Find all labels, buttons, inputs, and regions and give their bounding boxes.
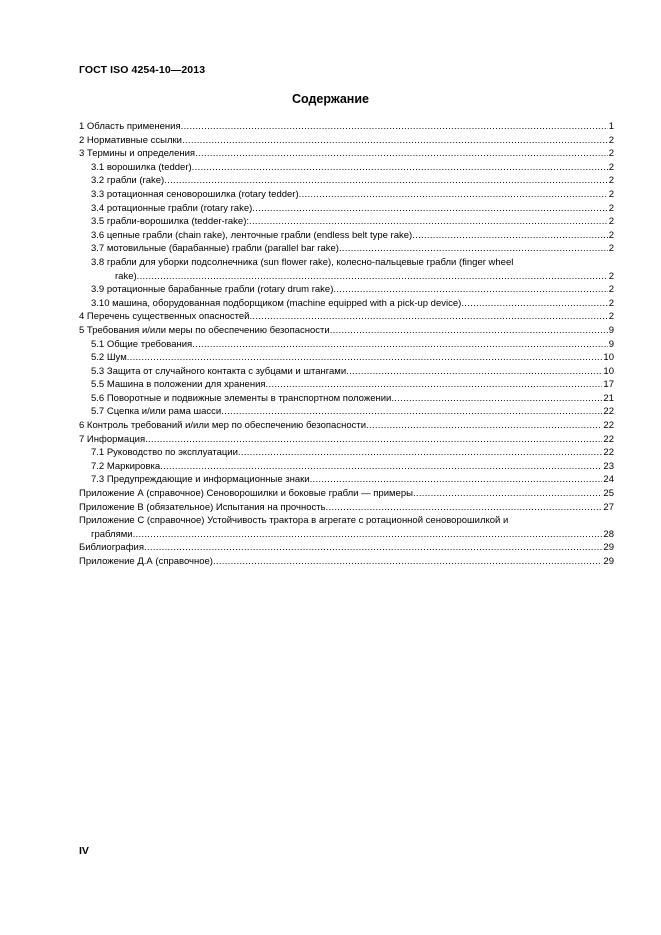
toc-entry-page: 10 — [603, 352, 614, 364]
toc-entry-label: 5 Требования и/или меры по обеспечению безопасности — [79, 324, 330, 336]
toc-entry-page: 2 — [608, 311, 614, 323]
toc-entry-page: 2 — [608, 243, 614, 255]
toc-entry-label: 1 Область применения — [79, 121, 181, 132]
toc-leader-dots — [391, 392, 602, 406]
toc-entry-page: 17 — [603, 379, 614, 391]
table-of-contents — [79, 120, 614, 569]
toc-entry[interactable] — [79, 120, 614, 134]
toc-entry[interactable] — [79, 215, 614, 229]
toc-entry-label: 3.7 мотовильные (барабанные) грабли (parallel bar rake) — [91, 243, 339, 255]
toc-leader-dots — [249, 215, 608, 229]
toc-entry-page: 9 — [608, 338, 614, 350]
toc-leader-dots — [339, 242, 608, 256]
toc-leader-dots — [160, 460, 602, 474]
toc-entry-label: 3.2 грабли (rake) — [91, 175, 165, 187]
toc-leader-dots — [221, 405, 602, 419]
toc-entry-line: 3.8 грабли для уборки подсолнечника (sun flower rake), колесно-пальцевые грабли (finger wheel — [91, 256, 514, 268]
toc-entry-page: 22 — [603, 420, 614, 432]
toc-entry-page: 21 — [603, 392, 614, 404]
toc-entry-page: 2 — [608, 202, 614, 214]
toc-entry[interactable] — [79, 541, 614, 555]
toc-entry-label: 3 Термины и определения — [79, 148, 196, 160]
toc-entry-label: Приложение А (справочное) Сеноворошилки и боковые грабли — примеры — [79, 488, 413, 500]
toc-entry[interactable] — [79, 392, 614, 406]
toc-entry-page: 22 — [603, 406, 614, 418]
toc-entry-label: 7.3 Предупреждающие и информационные знаки — [91, 474, 310, 486]
toc-entry-page: 25 — [603, 488, 614, 500]
toc-entry[interactable] — [79, 365, 614, 379]
toc-entry-label: Приложение В (обязательное) Испытания на прочность — [79, 501, 326, 513]
toc-entry[interactable] — [79, 283, 614, 297]
toc-entry-page: 2 — [608, 297, 614, 309]
toc-entry-label: граблями — [91, 528, 133, 540]
document-header: ГОСТ ISO 4254-10—2013 — [79, 64, 206, 76]
toc-leader-dots — [192, 338, 608, 352]
toc-entry-label: 2 Нормативные ссылки — [79, 134, 182, 146]
toc-leader-dots — [346, 365, 602, 379]
toc-entry-page: 10 — [603, 365, 614, 377]
toc-leader-dots — [252, 202, 607, 216]
toc-entry[interactable] — [79, 134, 614, 148]
toc-entry-page: 29 — [603, 556, 614, 567]
page-number: IV — [79, 845, 89, 857]
toc-entry[interactable] — [79, 324, 614, 338]
toc-leader-dots — [330, 324, 608, 338]
toc-entry-label: 3.5 грабли-ворошилка (tedder-rake): — [91, 216, 250, 228]
toc-leader-dots — [266, 378, 603, 392]
page-title: Содержание — [291, 92, 369, 106]
toc-entry-label: 3.6 цепные грабли (chain rake), ленточные грабли (endless belt type rake) — [91, 229, 413, 241]
toc-leader-dots — [213, 555, 602, 569]
toc-entry[interactable] — [79, 501, 614, 515]
toc-entry-label: 6 Контроль требований и/или мер по обеспечению безопасности — [79, 420, 367, 432]
toc-entry-page: 2 — [608, 175, 614, 187]
toc-leader-dots — [127, 351, 603, 365]
toc-entry-line: Приложение С (справочное) Устойчивость трактора в агрегате с ротационной сеноворошилкой и — [79, 515, 509, 527]
toc-entry-page: 2 — [608, 148, 614, 160]
toc-entry-page: 2 — [608, 216, 614, 228]
toc-entry-label: 3.4 ротационные грабли (rotary rake) — [91, 202, 253, 214]
toc-entry-page: 2 — [608, 134, 614, 146]
toc-entry[interactable] — [79, 351, 614, 365]
toc-leader-dots — [249, 310, 607, 324]
toc-entry-label: 5.5 Машина в положении для хранения — [91, 379, 266, 391]
toc-entry-page: 9 — [608, 324, 614, 336]
toc-leader-dots — [195, 147, 608, 161]
toc-entry-label: 3.1 ворошилка (tedder) — [91, 161, 192, 173]
toc-entry[interactable] — [79, 460, 614, 474]
toc-entry-page: 24 — [603, 474, 614, 486]
toc-leader-dots — [238, 446, 603, 460]
toc-entry[interactable] — [79, 487, 614, 501]
toc-entry-label: Приложение Д.А (справочное) — [79, 556, 213, 567]
toc-entry[interactable] — [79, 242, 614, 256]
toc-entry-page: 22 — [603, 433, 614, 445]
toc-leader-dots — [145, 433, 602, 447]
toc-entry-label: 3.10 машина, оборудованная подборщиком (machine equipped with a pick-up device) — [91, 297, 462, 309]
toc-entry-label: 7 Информация — [79, 433, 146, 445]
toc-leader-dots — [413, 487, 602, 501]
toc-leader-dots — [326, 501, 603, 515]
toc-entry[interactable] — [79, 528, 614, 542]
toc-entry-label: rake) — [115, 270, 137, 282]
toc-entry[interactable] — [79, 446, 614, 460]
toc-entry-page: 2 — [608, 284, 614, 296]
toc-entry[interactable] — [79, 270, 614, 284]
toc-entry[interactable] — [79, 310, 614, 324]
toc-entry-label: 7.1 Руководство по эксплуатации — [91, 447, 238, 459]
toc-entry-label: Библиография — [79, 542, 144, 554]
toc-entry[interactable] — [79, 338, 614, 352]
toc-entry-page: 22 — [603, 447, 614, 459]
toc-leader-dots — [144, 541, 602, 555]
toc-leader-dots — [137, 270, 608, 284]
toc-entry[interactable] — [79, 229, 614, 243]
toc-leader-dots — [164, 174, 608, 188]
toc-leader-dots — [366, 419, 602, 433]
toc-entry-page: 27 — [603, 501, 614, 513]
toc-entry-page: 1 — [608, 121, 614, 132]
toc-entry-label: 7.2 Маркировка — [91, 460, 161, 472]
toc-leader-dots — [461, 297, 607, 311]
toc-entry-label: 5.3 Защита от случайного контакта с зубцами и штангами — [91, 365, 347, 377]
toc-entry[interactable] — [79, 147, 614, 161]
toc-leader-dots — [192, 161, 608, 175]
toc-entry[interactable] — [79, 188, 614, 202]
toc-leader-dots — [182, 134, 608, 148]
toc-leader-dots — [310, 473, 603, 487]
toc-leader-dots — [412, 229, 608, 243]
toc-entry-page: 2 — [608, 229, 614, 241]
toc-entry-label: 3.3 ротационная сеноворошилка (rotary tedder) — [91, 188, 299, 200]
toc-entry[interactable] — [79, 378, 614, 392]
toc-entry-label: 5.6 Поворотные и подвижные элементы в транспортном положении — [91, 392, 392, 404]
toc-leader-dots — [299, 188, 608, 202]
toc-entry-label: 5.1 Общие требования — [91, 338, 193, 350]
toc-entry-page: 2 — [608, 188, 614, 200]
toc-entry[interactable] — [79, 419, 614, 433]
toc-leader-dots — [133, 528, 603, 542]
toc-entry-page: 28 — [603, 528, 614, 540]
toc-entry[interactable] — [79, 161, 614, 175]
toc-entry-page: 29 — [603, 542, 614, 554]
toc-entry-page: 2 — [608, 161, 614, 173]
toc-entry[interactable] — [79, 202, 614, 216]
toc-entry-label: 5.2 Шум — [91, 352, 127, 364]
toc-entry[interactable] — [79, 405, 614, 419]
toc-leader-dots — [333, 283, 607, 297]
toc-entry-label: 4 Перечень существенных опасностей — [79, 311, 250, 323]
toc-entry-page: 23 — [603, 460, 614, 472]
toc-entry[interactable] — [79, 473, 614, 487]
toc-entry[interactable] — [79, 433, 614, 447]
toc-leader-dots — [181, 120, 608, 134]
toc-entry-label: 5.7 Сцепка и/или рама шасси — [91, 406, 222, 418]
toc-entry[interactable] — [79, 297, 614, 311]
toc-entry-page: 2 — [608, 270, 614, 282]
toc-entry-label: 3.9 ротационные барабанные грабли (rotary drum rake) — [91, 284, 334, 296]
toc-entry[interactable] — [79, 174, 614, 188]
toc-entry[interactable] — [79, 555, 614, 569]
